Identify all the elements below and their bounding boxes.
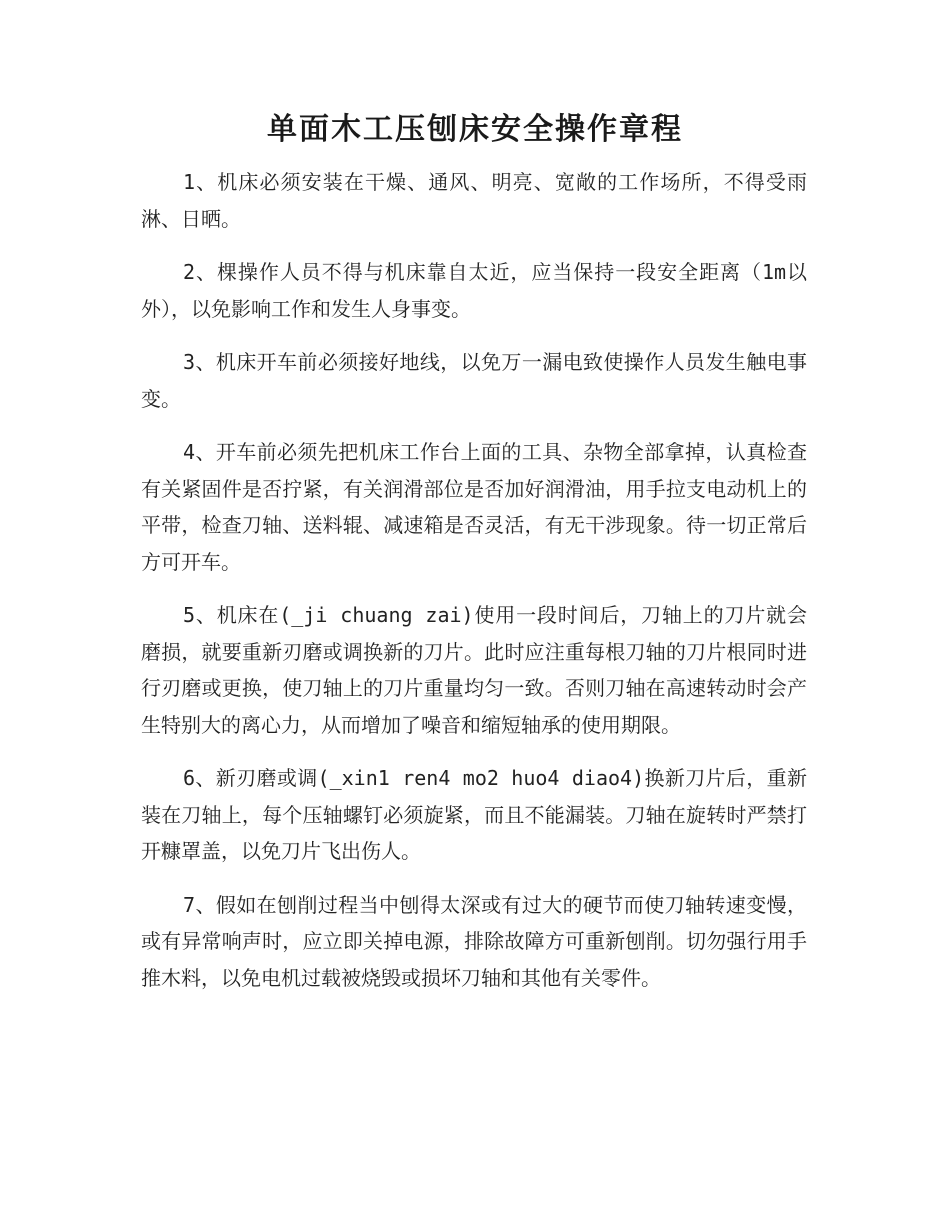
paragraph-4: 4、开车前必须先把机床工作台上面的工具、杂物全部拿掉，认真检查有关紧固件是否拧紧，有关润滑部位是否加好润滑油，用手拉支电动机上的平带，检查刀轴、送料辊、减速箱是否灵活，有无干涉现象。待一切正常后方可开车。: [141, 440, 807, 574]
paragraph-5: 5、机床在(_ji chuang zai)使用一段时间后，刀轴上的刀片就会磨损，就要重新刃磨或调换新的刀片。此时应注重每根刀轴的刀片根同时进行刃磨或更换，使刀轴上的刀片重量均匀一致。否则刀轴在高速转动时会产生特别大的离心力，从而增加了噪音和缩短轴承的使用期限。: [141, 603, 807, 737]
paragraph-1: 1、机床必须安装在干燥、通风、明亮、宽敞的工作场所，不得受雨淋、日晒。: [141, 170, 807, 231]
paragraph-6: 6、新刃磨或调(_xin1 ren4 mo2 huo4 diao4)换新刀片后，重新装在刀轴上，每个压轴螺钉必须旋紧，而且不能漏装。刀轴在旋转时严禁打开糠罩盖，以免刀片飞出伤人。: [141, 766, 807, 863]
paragraph-7: 7、假如在刨削过程当中刨得太深或有过大的硬节而使刀轴转速变慢，或有异常响声时，应立即关掉电源，排除故障方可重新刨削。切勿强行用手推木料，以免电机过载被烧毁或损坏刀轴和其他有关零件。: [141, 892, 807, 990]
document-title: 单面木工压刨床安全操作章程: [267, 112, 683, 147]
document-body: [141, 164, 807, 1013]
paragraph-3: 3、机床开车前必须接好地线，以免万一漏电致使操作人员发生触电事变。: [141, 350, 807, 411]
paragraph-2: 2、棵操作人员不得与机床靠自太近，应当保持一段安全距离（1m以外），以免影响工作和发生人身事变。: [141, 260, 807, 321]
